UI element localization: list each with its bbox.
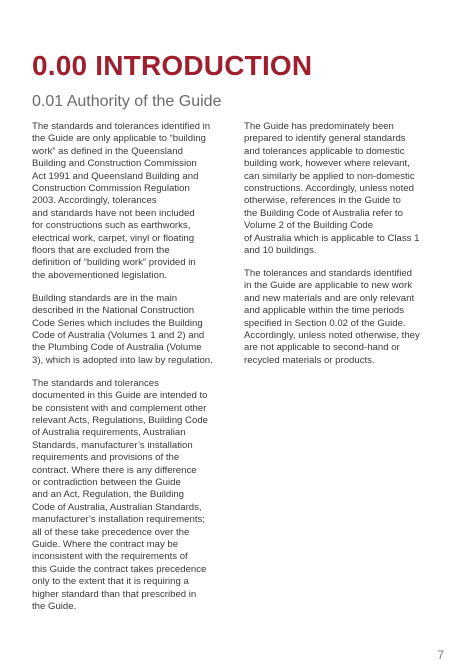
text-line: of Australia which is applicable to Class 1	[244, 232, 420, 244]
paragraph-precedence	[32, 378, 262, 614]
text-line: otherwise, references in the Guide to	[244, 195, 401, 207]
page-title: 0.00 INTRODUCTION	[32, 50, 313, 81]
text-line: the Guide.	[32, 601, 77, 613]
text-line: specified in Section 0.02 of the Guide.	[244, 317, 406, 329]
text-line: in the Guide are applicable to new work	[244, 280, 412, 292]
text-line: of Australia requirements, Australian	[32, 427, 186, 439]
section-heading: 0.01 Authority of the Guide	[32, 93, 222, 110]
text-line: manufacturer’s installation requirements;	[32, 514, 205, 526]
text-line: and an Act, Regulation, the Building	[32, 489, 185, 501]
text-line: Accordingly, unless noted otherwise, they	[244, 330, 420, 341]
text-line: only to the extent that it is requiring a	[32, 576, 189, 588]
text-line: Guide. Where the contract may be	[32, 539, 179, 550]
text-line: for constructions such as earthworks,	[32, 220, 191, 232]
page-number: 7	[437, 648, 444, 662]
text-line: prepared to identify general standards	[244, 133, 406, 145]
right-column	[244, 121, 449, 378]
text-line: The standards and tolerances identified in	[32, 121, 211, 132]
paragraph-domestic-work	[244, 121, 449, 257]
text-line: can similarly be applied to non-domestic	[244, 170, 415, 182]
text-line: the Guide are only applicable to “building	[32, 133, 206, 145]
text-line: and applicable within the time periods	[244, 305, 404, 317]
paragraph-new-work	[244, 268, 449, 367]
text-line: described in the National Construction	[32, 305, 195, 317]
text-line: relevant Acts, Regulations, Building Code	[32, 414, 208, 426]
text-line: Building and Construction Commission	[32, 158, 197, 170]
text-line: 2003. Accordingly, tolerances	[32, 195, 157, 207]
text-line: the abovementioned legislation.	[32, 269, 167, 281]
paragraph-building-standards	[32, 293, 262, 367]
text-line: constructions. Accordingly, unless noted	[244, 183, 414, 195]
text-line: contract. Where there is any difference	[32, 464, 197, 476]
text-line: requirements and provisions of the	[32, 452, 180, 464]
text-line: the Building Code of Australia refer to	[244, 207, 403, 219]
text-line: this Guide the contract takes precedence	[32, 563, 207, 575]
text-line: higher standard than that prescribed in	[32, 588, 197, 600]
text-line: the Plumbing Code of Australia (Volume	[32, 342, 202, 354]
text-line: The tolerances and standards identified	[244, 267, 412, 279]
text-line: and 10 buildings.	[244, 245, 317, 257]
text-line: Building standards are in the main	[32, 292, 178, 304]
text-line: Volume 2 of the Building Code	[244, 220, 374, 232]
left-column	[32, 121, 262, 624]
text-line: floors that are excluded from the	[32, 245, 170, 257]
paragraph-building-work	[32, 121, 262, 282]
text-line: The Guide has predominately been	[244, 121, 394, 132]
text-line: documented in this Guide are intended to	[32, 390, 208, 402]
text-line: building work, however where relevant,	[244, 158, 410, 170]
text-line: Code Series which includes the Building	[32, 317, 203, 329]
text-line: 3), which is adopted into law by regulation.	[32, 354, 213, 366]
text-line: inconsistent with the requirements of	[32, 551, 188, 563]
text-line: and tolerances applicable to domestic	[244, 145, 405, 157]
text-line: all of these take precedence over the	[32, 526, 190, 538]
text-line: are not applicable to second-hand or	[244, 342, 400, 354]
text-line: Code of Australia (Volumes 1 and 2) and	[32, 330, 205, 341]
text-line: Construction Commission Regulation	[32, 183, 190, 195]
text-line: recycled materials or products.	[244, 354, 375, 366]
text-line: Standards, manufacturer’s installation	[32, 439, 193, 451]
text-line: work” as defined in the Queensland	[32, 145, 183, 157]
text-line: Act 1991 and Queensland Building and	[32, 170, 199, 182]
text-line: electrical work, carpet, vinyl or floating	[32, 232, 195, 244]
text-line: Code of Australia, Australian Standards,	[32, 501, 202, 513]
text-line: be consistent with and complement other	[32, 402, 207, 414]
text-line: and standards have not been included	[32, 207, 195, 219]
text-line: definition of “building work” provided in	[32, 257, 196, 269]
text-line: and new materials and are only relevant	[244, 292, 415, 304]
text-line: The standards and tolerances	[32, 377, 159, 389]
text-line: or contradiction between the Guide	[32, 476, 181, 488]
